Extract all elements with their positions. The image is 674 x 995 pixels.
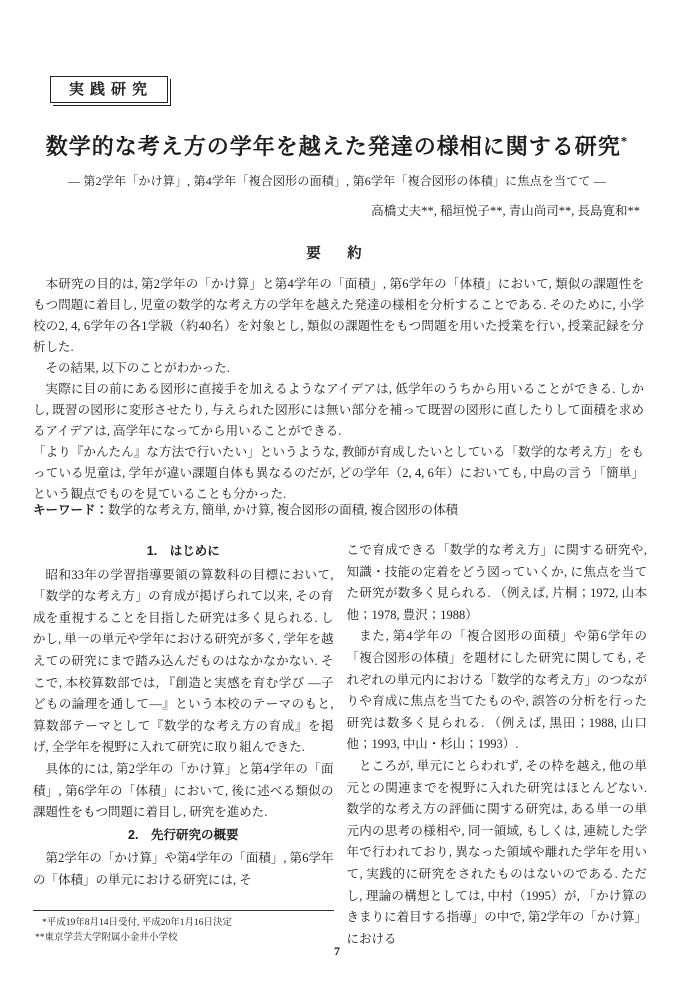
footnote-divider <box>33 910 334 911</box>
footnote-received-date: *平成19年8月14日受付, 平成20年1月16日決定 <box>42 918 233 928</box>
footnote-block <box>33 910 334 946</box>
keywords-line <box>33 500 644 518</box>
title-footnote-marker: * <box>620 133 629 149</box>
abstract-paragraph: その結果, 以下のことがわかった. <box>45 361 230 375</box>
abstract-body <box>33 274 644 505</box>
page-number: 7 <box>334 944 340 958</box>
authors-line: 高橋丈夫**, 稲垣悦子**, 青山尚司**, 長島寛和** <box>371 204 640 218</box>
paper-title <box>0 130 674 161</box>
abstract-paragraph: 実際に目の前にある図形に直接手を加えるようなアイデアは, 低学年のうちから用いることができる. しかし, 既習の図形に変形させたり, 与えられた図形には無い部分を補って既習の図形に直したりして面積を求めるアイデアは, 高学年になってから用いることができる. <box>33 382 644 438</box>
abstract-paragraph: 「より『かんたん』な方法で行いたい」というような, 教師が育成したいとしている「数学的な考え方」をもっている児童は, 学年が違い課題自体も異なるのだが, どの学年（2, 4, 6年）においても, 中島の言う「簡単」という観点でものを見ていることも分かった. <box>33 445 644 501</box>
abstract-heading: 要 約 <box>306 246 368 262</box>
article-type-badge: 実践研究 <box>50 76 168 103</box>
paper-subtitle: ― 第2学年「かけ算」, 第4学年「複合図形の面積」, 第6学年「複合図形の体積」に焦点を当てて ― <box>67 174 606 188</box>
left-column <box>33 540 334 950</box>
two-column-body <box>33 540 647 950</box>
section-2-paragraph: 第2学年の「かけ算」や第4学年の「面積」, 第6学年の「体積」の単元における研究には, そ <box>33 851 334 887</box>
section-1-heading: 1. はじめに <box>146 544 220 558</box>
section-2-paragraph: ところが, 単元にとらわれず, その枠を越え, 他の単元との関連までを視野に入れた研究はほとんどない. 数学的な考え方の評価に関する研究は, ある単一の単元内の思考の様相や, 同一領域, もしくは, 連続した学年で行われており, 異なった領域や離れた学年を用いて, 実践的に研究をされたものはないのである. ただし, 理論の構想としては, 中村（1995）が, 「かけ算のきまりに着目する指導」の中で, 第2学年の「かけ算」における <box>346 758 647 946</box>
section-2-paragraph: また, 第4学年の「複合図形の面積」や第6学年の「複合図形の体積」を題材にした研究に関しても, それぞれの単元内における「数学的な考え方」のつながりや育成に焦点を当てたものや, 誤答の分析を行った研究は数多く見られる. （例えば, 黒田；1988, 山口他；1993, 中山・杉山；1993）. <box>346 629 647 752</box>
section-1-paragraph: 昭和33年の学習指導要領の算数科の目標において, 「数学的な考え方」の育成が掲げられて以来, その育成を重視することを目指した研究は多く見られる. しかし, 単一の単元や学年における研究が多く, 学年を越えての研究にまで踏み込んだものはなかなかない. そこで, 本校算数部では, 『創造と実感を育む学び ―子どもの論理を通して―』という本校のテーマのもと, 算数部テーマとして『数学的な考え方の育成』を掲げ, 全学年を視野に入れて研究に取り組んできた. <box>33 567 334 755</box>
footnote-affiliation: **東京学芸大学附属小金井小学校 <box>35 933 178 943</box>
section-2-heading: 2. 先行研究の概要 <box>128 827 239 842</box>
keywords-text: 数学的な考え方, 簡単, かけ算, 複合図形の面積, 複合図形の体積 <box>108 503 459 517</box>
section-2-paragraph-continued: こで育成できる「数学的な考え方」に関する研究や, 知識・技能の定着をどう図っていくか, に焦点を当てた研究が数多く見られる. （例えば, 片桐；1972, 山本他；1978, 豊沢；1988） <box>346 543 647 622</box>
paper-title-text: 数学的な考え方の学年を越えた発達の様相に関する研究 <box>45 134 621 159</box>
right-column <box>347 540 648 950</box>
abstract-paragraph: 本研究の目的は, 第2学年の「かけ算」と第4学年の「面積」, 第6学年の「体積」において, 類似の課題性をもつ問題に着目し, 児童の数学的な考え方の学年を越えた発達の様相を分析することである. そのために, 小学校の2, 4, 6学年の各1学級（約40名）を対象とし, 類似の課題性をもつ問題を用いた授業を行い, 授業記録を分析した. <box>33 277 644 354</box>
keywords-label: キーワード： <box>33 503 109 517</box>
section-1-paragraph: 具体的には, 第2学年の「かけ算」と第4学年の「面積」, 第6学年の「体積」において, 後に述べる類似の課題性をもつ問題に着目し, 研究を進めた. <box>33 761 334 820</box>
